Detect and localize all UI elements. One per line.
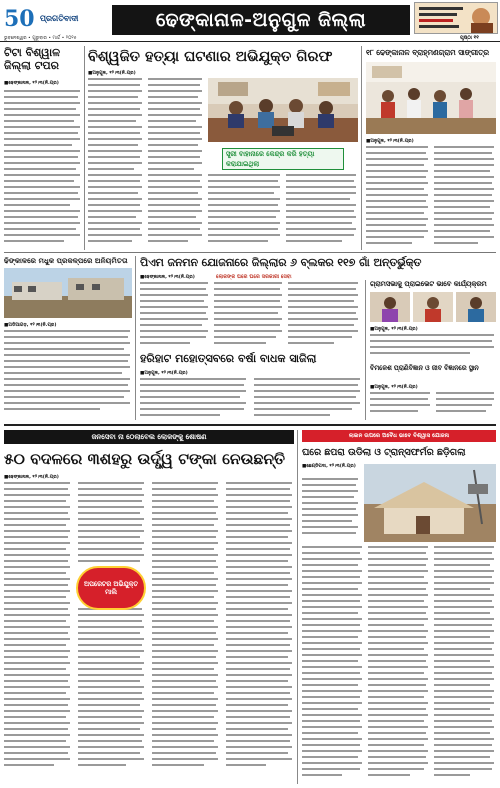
story-2-subhead-text: ସ୍ତ୍ରୀ ବାହାନାରେ କେନ୍ଦ୍ର କରି ହତ୍ୟା କରାଯାଇଥିଲା bbox=[226, 150, 315, 168]
section-divider bbox=[4, 424, 496, 426]
lead-text-lines bbox=[4, 482, 294, 782]
column-divider bbox=[135, 256, 136, 420]
story-5-body bbox=[140, 282, 360, 348]
page-number: ପୃଷ୍ଠା ୧୧ bbox=[460, 35, 479, 41]
story-7-dateline: ■ଅନୁଗୁଳ, ୧୨।୩(ନି.ପ୍ର) bbox=[370, 327, 418, 332]
story-4-text-lines bbox=[4, 330, 132, 418]
story-3-headline: ୧୮ ଢେଙ୍କାନାଳ ବ୍ରାହ୍ମଣଗ୍ରାମ ସାଙ୍ଗୀତ୍ର bbox=[366, 48, 489, 57]
classroom-photo bbox=[366, 62, 496, 134]
lead-kicker: ଜନସେବା ନା ଠେଲାବେଲ ଲୋକଙ୍କୁ ଶୋଷଣ bbox=[91, 433, 207, 441]
story-9-kicker-banner bbox=[302, 430, 496, 442]
story-8-body bbox=[370, 392, 496, 420]
story-2-body-mid bbox=[148, 78, 204, 250]
story-2-text-lines-c bbox=[208, 174, 358, 250]
story-2-text-lines-a bbox=[88, 78, 144, 250]
lead-badge bbox=[76, 566, 146, 610]
story-9-headline: ଘରେ ଛପରା ଉଡିଲା ଓ ଟ୍ରାନ୍ସଫର୍ମର ଛଡ଼ିଗଲା bbox=[302, 447, 466, 458]
story-2-headline: ବିଶ୍ୱଜିତ ହତ୍ୟା ଘଟଣାର ଅଭିଯୁକ୍ତ ଗିରଫ bbox=[88, 49, 333, 65]
promo-photo bbox=[415, 3, 498, 34]
story-5-text-lines bbox=[140, 282, 360, 348]
story-8-headline: ବିମଳେଶ ପ୍ରାଣିବିଜ୍ଞାନ ଓ ଜୀବ ବିଜ୍ଞାନରେ ସ୍ଥାନ bbox=[370, 364, 479, 372]
story-7-text-lines bbox=[370, 334, 496, 360]
story-7-body bbox=[370, 334, 496, 360]
story-2-body-left bbox=[88, 78, 144, 250]
story-3-body bbox=[366, 146, 496, 250]
column-divider bbox=[365, 280, 366, 420]
story-2-text-lines-b bbox=[148, 78, 204, 250]
story-4-body bbox=[4, 330, 132, 418]
story-8-text-lines bbox=[370, 392, 496, 420]
story-9-photo bbox=[364, 464, 496, 542]
story-5-headline: ପିଏମ ଜନମନ ଯୋଜନାରେ ଜିଲ୍ଲାର ୬ ବ୍ଲକର ୧୧୭ ଗାଁ ଅନ୍ତର୍ଭୁକ୍ତ bbox=[140, 256, 422, 269]
lead-kicker-banner bbox=[4, 430, 294, 444]
story-2-body-right bbox=[208, 174, 358, 250]
story-1-body bbox=[4, 88, 82, 250]
story-9-dateline: ■ଛେଣ୍ଡିପଦା, ୧୨।୩(ନି.ପ୍ର) bbox=[302, 464, 356, 469]
story-1-dateline: ■ଢେଙ୍କାନାଳ, ୧୨।୩(ନି.ପ୍ର) bbox=[4, 81, 59, 86]
brand-name: ପ୍ରଗତିବାଦୀ bbox=[40, 14, 79, 23]
story-7-headline: ଗ୍ରାମସଭାକୁ ପ୍ରାଇଭେଟ ଭାବେ କାର୍ଯ୍ୟକ୍ରମ bbox=[370, 280, 487, 288]
dateline-bar: ଭୁବନେଶ୍ୱର • ଗୁରୁବାର • ମାର୍ଚ୍ଚ • ୨୦୨୫ bbox=[4, 36, 77, 41]
story-2-dateline: ■ଅନୁଗୁଳ, ୧୨।୩(ନି.ପ୍ର) bbox=[88, 71, 136, 76]
story-6-headline: ହରିହାଟ ମହୋତ୍ସବରେ ବର୍ଷା ବାଧକ ସାଜିଲା bbox=[140, 352, 317, 365]
story-1-headline: ଟିଟା ବିଶ୍ୱାଳ ଜିଲ୍ଲା ଟପର bbox=[4, 46, 61, 72]
lead-dateline: ■ଢେଙ୍କାନାଳ, ୧୨।୩(ନି.ପ୍ର) bbox=[4, 475, 59, 480]
story-4-photo bbox=[4, 268, 132, 318]
column-divider bbox=[84, 46, 85, 250]
story-9-body-left bbox=[302, 478, 360, 542]
story-5-dateline: ■ଢେଙ୍କାନାଳ, ୧୨।୩(ନି.ପ୍ର) bbox=[140, 275, 195, 280]
story-6-body bbox=[140, 378, 362, 420]
story-3-photo bbox=[366, 62, 496, 134]
story-2-subhead bbox=[222, 148, 344, 170]
edition-title: ଢେଙ୍କାନାଳ-ଅନୁଗୁଳ ଜିଲ୍ଲା bbox=[112, 5, 410, 35]
story-5-subhead: ଲୋକଙ୍କ ଘରେ ଘରେ ସରକାରୀ ସେବା bbox=[216, 274, 292, 280]
press-meet-photo bbox=[208, 78, 358, 142]
construction-site-photo bbox=[4, 268, 132, 318]
section-divider bbox=[4, 252, 496, 253]
damaged-house-photo bbox=[364, 464, 496, 542]
story-6-dateline: ■ଅନୁଗୁଳ, ୧୨।୩(ନି.ପ୍ର) bbox=[140, 371, 188, 376]
corner-promo-image bbox=[414, 2, 498, 34]
story-4-dateline: ■ଅଡିଆଗଡ଼, ୧୨।୩(ନି.ପ୍ର) bbox=[4, 323, 57, 328]
lead-badge-text: ଅପରେଟର ଅଭିଯୁକ୍ତ ମାଲି bbox=[84, 579, 138, 596]
lead-headline: ୫୦ ବଦଳରେ ୩ଶହରୁ ଉର୍ଦ୍ଧ୍ୱ ଟଙ୍କା ନେଉଛନ୍ତି bbox=[4, 450, 286, 468]
story-6-text-lines bbox=[140, 378, 362, 420]
story-3-text-lines bbox=[366, 146, 496, 250]
student-portraits bbox=[370, 292, 496, 322]
lead-body bbox=[4, 482, 294, 782]
story-9-text-lines-b bbox=[302, 546, 496, 782]
column-divider bbox=[297, 430, 298, 784]
masthead bbox=[0, 0, 500, 42]
story-9-kicker: ଲାଇନ ଉପରେ ଅବୈଧ ଭାବେ ବିଶ୍ୱାସ ଯୋଜନା bbox=[348, 433, 450, 439]
story-2-photo bbox=[208, 78, 358, 142]
story-8-dateline: ■ଅନୁଗୁଳ, ୧୨।୩(ନି.ପ୍ର) bbox=[370, 385, 418, 390]
story-9-body bbox=[302, 546, 496, 782]
story-3-dateline: ■ଅନୁଗୁଳ, ୧୨।୩(ନି.ପ୍ର) bbox=[366, 139, 414, 144]
story-1-text-lines bbox=[4, 88, 82, 250]
story-4-headline: ଢିଙ୍କାଳରେ ମଧୁକ ପ୍ରକଳ୍ପରେ ଅନିୟମିତତା bbox=[4, 256, 128, 265]
story-9-text-lines-a bbox=[302, 478, 360, 542]
story-7-photos bbox=[370, 292, 496, 322]
column-divider bbox=[361, 46, 362, 250]
anniversary-logo: 50 bbox=[4, 6, 35, 32]
